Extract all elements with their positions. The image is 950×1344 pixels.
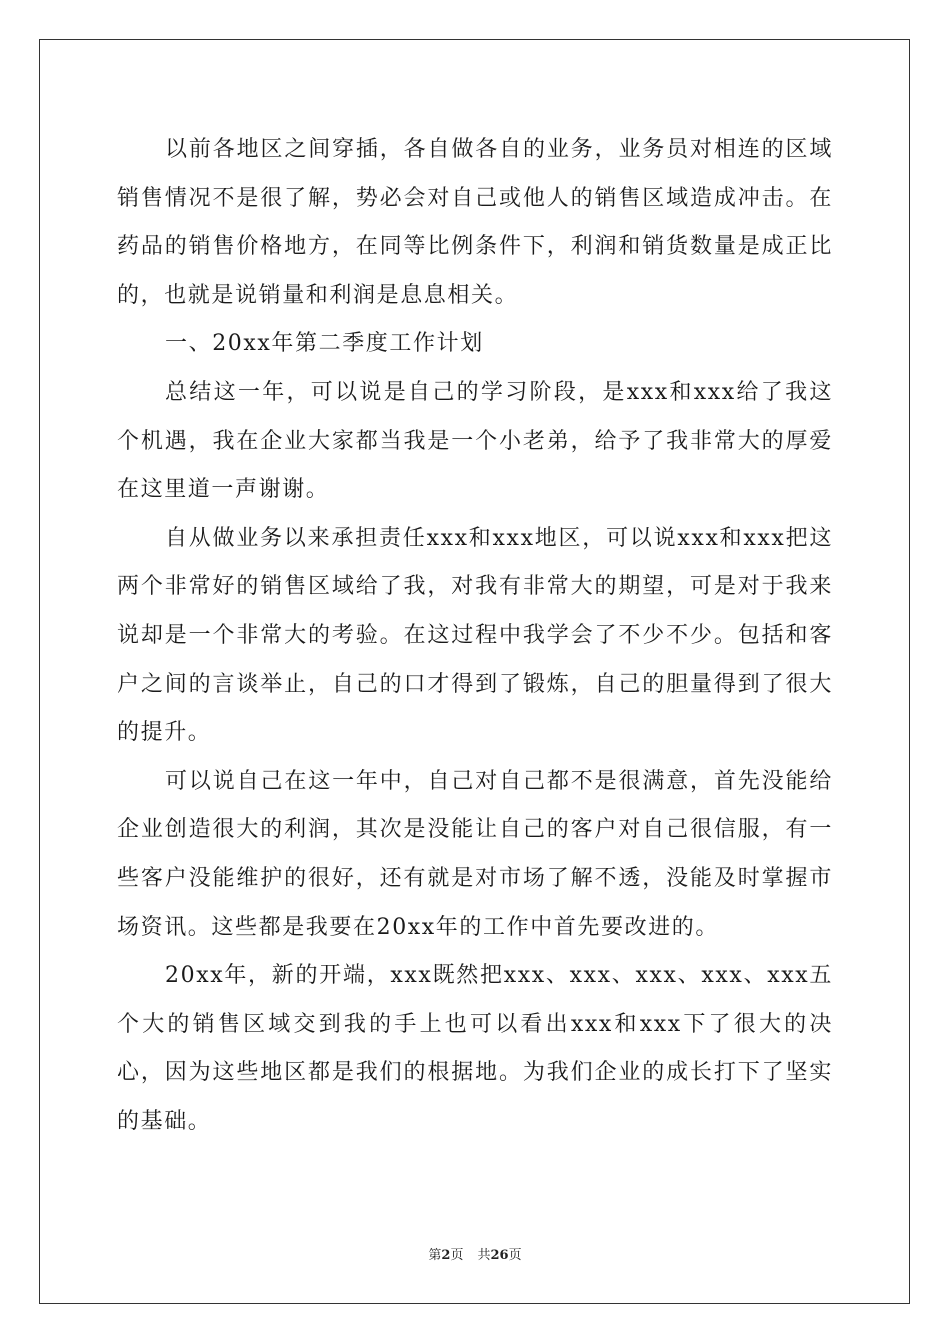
section-heading: 一、20xx年第二季度工作计划 (165, 331, 484, 357)
page-suffix: 页 (450, 1248, 464, 1263)
total-prefix: 共 (477, 1248, 491, 1263)
page-footer (0, 1247, 950, 1265)
paragraph: 以前各地区之间穿插，各自做各自的业务，业务员对相连的区域销售情况不是很了解，势必会对自己或他人的销售区域造成冲击。在药品的销售价格地方，在同等比例条件下，利润和销货数量是成正比的，也就是说销量和利润是息息相关。 (117, 137, 833, 308)
document-body (117, 126, 833, 1146)
page-prefix: 第 (428, 1248, 442, 1263)
paragraph: 20xx年，新的开端，xxx既然把xxx、xxx、xxx、xxx、xxx五个大的销售区域交到我的手上也可以看出xxx和xxx下了很大的决心，因为这些地区都是我们的根据地。为我们企业的成长打下了坚实的基础。 (117, 963, 833, 1134)
total-pages: 26 (490, 1248, 509, 1263)
total-suffix: 页 (508, 1248, 522, 1263)
paragraph: 可以说自己在这一年中，自己对自己都不是很满意，首先没能给企业创造很大的利润，其次是没能让自己的客户对自己很信服，有一些客户没能维护的很好，还有就是对市场了解不透，没能及时掌握市场资讯。这些都是我要在20xx年的工作中首先要改进的。 (117, 768, 833, 940)
page-number: 2 (441, 1248, 451, 1263)
paragraph: 自从做业务以来承担责任xxx和xxx地区，可以说xxx和xxx把这两个非常好的销售区域给了我，对我有非常大的期望，可是对于我来说却是一个非常大的考验。在这过程中我学会了不少不少。包括和客户之间的言谈举止，自己的口才得到了锻炼，自己的胆量得到了很大的提升。 (117, 525, 833, 746)
paragraph: 总结这一年，可以说是自己的学习阶段，是xxx和xxx给了我这个机遇，我在企业大家都当我是一个小老弟，给予了我非常大的厚爱在这里道一声谢谢。 (117, 379, 833, 503)
